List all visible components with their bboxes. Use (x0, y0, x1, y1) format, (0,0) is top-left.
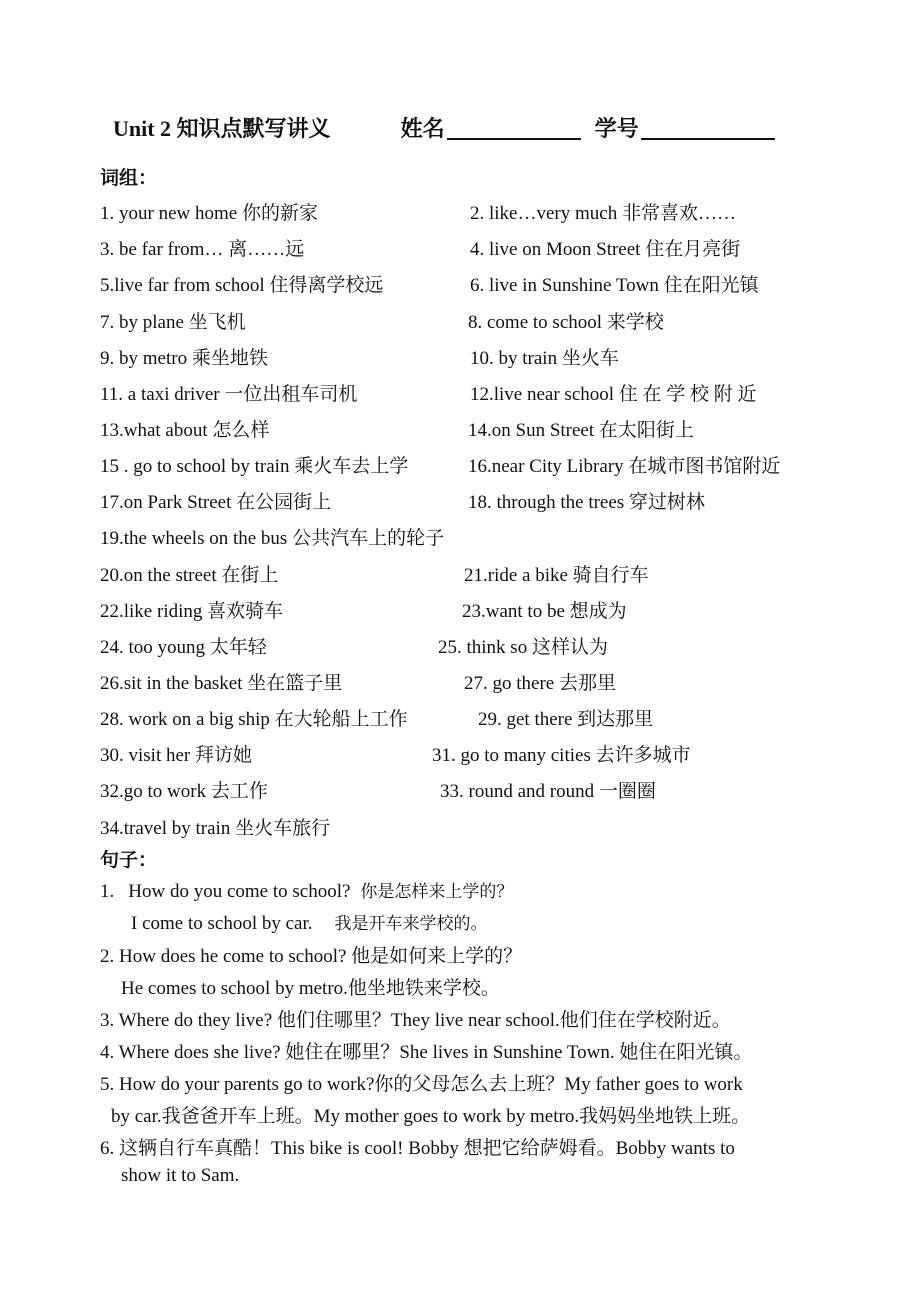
name-blank (447, 116, 581, 140)
phrase-left: 30. visit her 拜访她 (100, 745, 252, 766)
id-blank (641, 116, 775, 140)
sentence-line: 2. How does he come to school? 他是如何来上学的？ (100, 946, 523, 967)
sentence-line: 3. Where do they live? 他们住哪里？They live near school.他们住在学校附近。 (100, 1010, 731, 1031)
phrase-left: 28. work on a big ship 在大轮船上工作 (100, 709, 408, 730)
sentence-en: How do you come to school? (128, 881, 351, 902)
sentence-line: 5. How do your parents go to work?你的父母怎么去上班？My father goes to work (100, 1074, 743, 1095)
sentence-en: I come to school by car. (131, 913, 313, 934)
phrase-right: 6. live in Sunshine Town 住在阳光镇 (470, 275, 759, 296)
sentence-line: 4. Where does she live? 她住在哪里？She lives in Sunshine Town. 她住在阳光镇。 (100, 1042, 753, 1063)
phrase-right: 21.ride a bike 骑自行车 (464, 565, 649, 586)
name-label: 姓名 (400, 116, 445, 141)
phrase-right: 16.near City Library 在城市图书馆附近 (468, 456, 781, 477)
phrase-right: 18. through the trees 穿过树林 (468, 492, 705, 513)
phrase-left: 26.sit in the basket 坐在篮子里 (100, 673, 343, 694)
phrase-right: 29. get there 到达那里 (478, 709, 654, 730)
phrase-left: 1. your new home 你的新家 (100, 203, 318, 224)
sentence-number: 1. (100, 881, 115, 902)
phrase-left: 5.live far from school 住得离学校远 (100, 275, 384, 296)
sentence-cn: 你是怎样来上学的？ (360, 882, 514, 901)
phrase-left: 9. by metro 乘坐地铁 (100, 348, 268, 369)
phrase-right: 25. think so 这样认为 (438, 637, 608, 658)
phrase-right: 4. live on Moon Street 住在月亮街 (470, 239, 741, 260)
title-text: Unit 2 知识点默写讲义 (113, 116, 331, 141)
phrases-heading: 词组： (100, 168, 158, 189)
phrase-right: 2. like…very much 非常喜欢…… (470, 203, 736, 224)
phrase-left: 20.on the street 在街上 (100, 565, 279, 586)
phrase-left: 32.go to work 去工作 (100, 781, 268, 802)
phrase-left: 24. too young 太年轻 (100, 637, 267, 658)
sentence-line (100, 877, 513, 903)
phrase-right: 10. by train 坐火车 (470, 348, 619, 369)
sentence-line (131, 909, 488, 935)
phrase-left: 22.like riding 喜欢骑车 (100, 601, 284, 622)
sentence-line: by car.我爸爸开车上班。My mother goes to work by metro.我妈妈坐地铁上班。 (111, 1106, 751, 1127)
page-title (113, 112, 789, 143)
phrase-left: 17.on Park Street 在公园街上 (100, 492, 332, 513)
phrase-right: 27. go there 去那里 (464, 673, 616, 694)
sentences-heading: 句子： (100, 850, 158, 871)
phrase-right: 31. go to many cities 去许多城市 (432, 745, 691, 766)
phrase-left: 7. by plane 坐飞机 (100, 312, 246, 333)
id-label: 学号 (594, 116, 639, 141)
phrase-left: 19.the wheels on the bus 公共汽车上的轮子 (100, 528, 445, 549)
phrase-right: 23.want to be 想成为 (462, 601, 627, 622)
phrase-right: 14.on Sun Street 在太阳街上 (468, 420, 694, 441)
phrase-right: 12.live near school 住 在 学 校 附 近 (470, 384, 757, 405)
sentence-cn: 我是开车来学校的。 (334, 914, 488, 933)
sentence-line: He comes to school by metro.他坐地铁来学校。 (121, 978, 500, 999)
phrase-left: 13.what about 怎么样 (100, 420, 270, 441)
phrase-right: 33. round and round 一圈圈 (440, 781, 656, 802)
sentence-line: show it to Sam. (121, 1165, 240, 1186)
phrase-right: 8. come to school 来学校 (468, 312, 664, 333)
phrase-left: 11. a taxi driver 一位出租车司机 (100, 384, 358, 405)
sentence-line: 6. 这辆自行车真酷！This bike is cool! Bobby 想把它给萨姆看。Bobby wants to (100, 1138, 735, 1159)
phrase-left: 3. be far from… 离……远 (100, 239, 305, 260)
phrase-left: 34.travel by train 坐火车旅行 (100, 818, 331, 839)
phrase-left: 15 . go to school by train 乘火车去上学 (100, 456, 409, 477)
